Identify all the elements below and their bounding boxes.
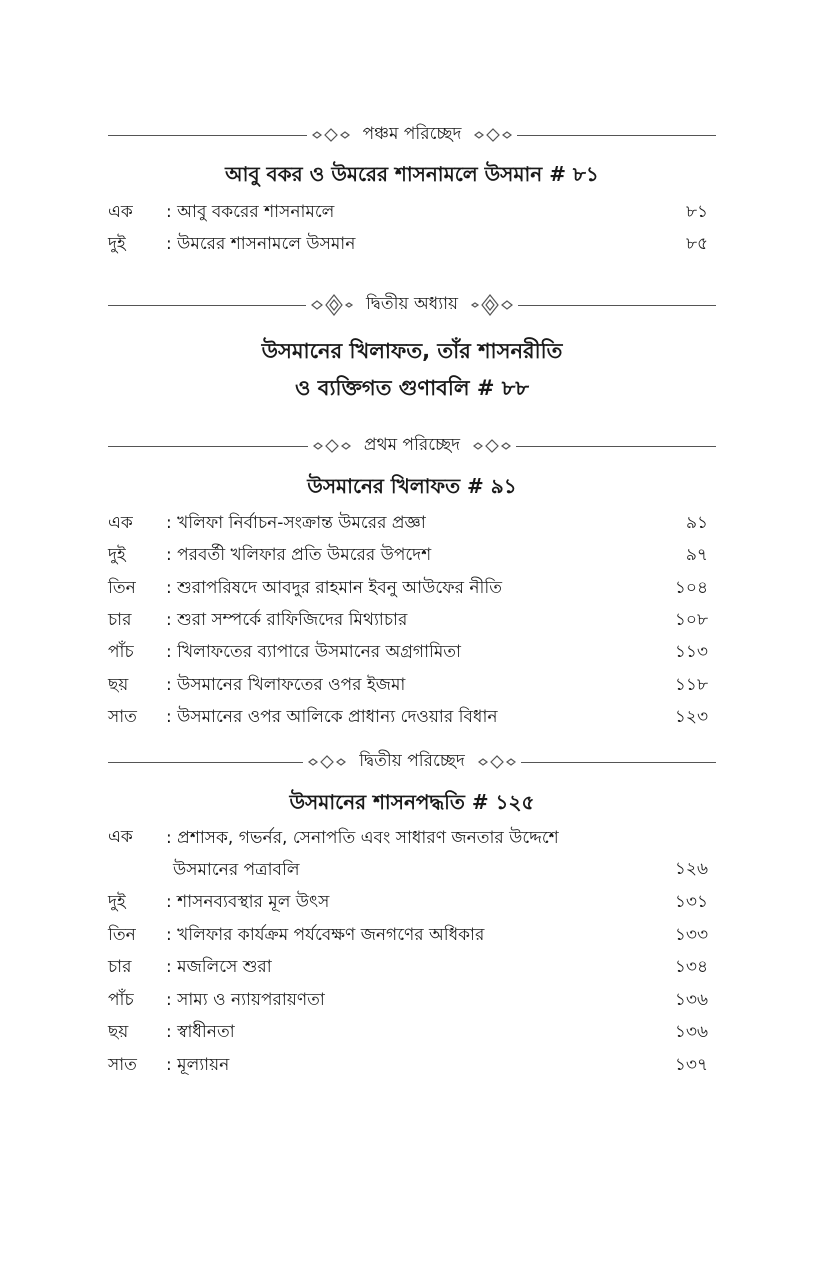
entry-page: ৯১ [685,513,708,533]
entry-page: ৯৭ [685,545,708,565]
ornament-left-icon [307,755,347,769]
entry-title: : পরবর্তী খলিফার প্রতি উমরের উপদেশ [166,545,432,565]
entry-page: ১২৩ [674,707,708,727]
divider-line [516,446,716,447]
entry-title: : আবু বকরের শাসনামলে [166,202,335,222]
entry-page: ৮১ [685,202,708,222]
divider-label: প্রথম পরিচ্ছেদ [363,435,461,455]
entry-title: : স্বাধীনতা [166,1022,235,1042]
toc-entry[interactable] [108,920,716,950]
section-heading: উসমানের শাসনপদ্ধতি # ১২৫ [289,790,535,814]
toc-entry[interactable] [108,197,716,227]
divider-line [108,305,306,306]
toc-entry[interactable] [108,540,716,570]
section-divider-part1 [108,431,716,461]
ornament-left-icon [312,439,352,453]
toc-entry[interactable] [108,702,716,732]
entry-title: : মূল্যায়ন [166,1055,230,1075]
entry-page: ১০৪ [674,578,708,598]
entry-page: ১৩৭ [674,1055,708,1075]
entry-title: : মজলিসে শুরা [166,957,272,977]
entry-label: চার [108,610,132,630]
entry-label: তিন [108,578,136,598]
chapter-divider [108,290,716,320]
entry-label: এক [108,513,133,533]
section-heading: আবু বকর ও উমরের শাসনামলে উসমান # ৮১ [225,162,599,186]
entry-label: পাঁচ [108,990,134,1010]
ornament-right-icon [473,128,513,142]
entry-title: : উসমানের ওপর আলিকে প্রাধান্য দেওয়ার বিধান [166,707,498,727]
toc-entry[interactable] [108,822,716,886]
divider-label: দ্বিতীয় পরিচ্ছেদ [359,751,465,771]
entry-title: : শুরাপরিষদে আবদুর রাহমান ইবনু আউফের নীতি [166,578,503,598]
entry-page: ১৩৪ [674,957,708,977]
entry-label: সাত [108,1055,137,1075]
toc-entry[interactable] [108,952,716,982]
toc-entry[interactable] [108,1017,716,1047]
entry-title: : খলিফা নির্বাচন-সংক্রান্ত উমরের প্রজ্ঞা [166,513,426,533]
divider-line [108,446,308,447]
toc-entry[interactable] [108,573,716,603]
entry-label: তিন [108,925,136,945]
section-divider-part2 [108,747,716,777]
divider-line [517,135,716,136]
entry-title: : উমরের শাসনামলে উসমান [166,234,356,254]
divider-line [518,305,716,306]
entry-page: ১৩৬ [674,1022,708,1042]
entry-page: ১৩১ [674,892,708,912]
divider-line [108,762,303,763]
entry-label: এক [108,202,133,222]
toc-entry[interactable] [108,637,716,667]
entry-page: ১৩৬ [674,990,708,1010]
ornament-right-icon [472,439,512,453]
divider-line [521,762,716,763]
entry-title-block [166,822,559,886]
entry-title: : প্রশাসক, গভর্নর, সেনাপতি এবং সাধারণ জনতার উদ্দেশে [166,828,559,848]
section-divider-part5 [108,120,716,150]
toc-entry[interactable] [108,605,716,635]
entry-title: : শুরা সম্পর্কে রাফিজিদের মিথ্যাচার [166,610,408,630]
divider-line [108,135,307,136]
entry-title: : উসমানের খিলাফতের ওপর ইজমা [166,675,406,695]
toc-entry[interactable] [108,670,716,700]
ornament-right-icon [477,755,517,769]
entry-label: ছয় [108,675,129,695]
entry-title-continuation: উসমানের পত্রাবলি [173,860,300,880]
entry-title: : সাম্য ও ন্যায়পরায়ণতা [166,990,325,1010]
toc-entry[interactable] [108,1050,716,1080]
entry-page: ৮৫ [685,234,708,254]
divider-label: দ্বিতীয় অধ্যায় [365,294,459,314]
toc-entry[interactable] [108,229,716,259]
entry-page: ১৩৩ [674,925,708,945]
entry-label: এক [108,827,133,847]
chapter-heading-line2: ও ব্যক্তিগত গুণাবলি # ৮৮ [294,376,529,400]
section-heading: উসমানের খিলাফত # ৯১ [307,474,517,498]
entry-page: ১২৬ [674,859,708,879]
entry-page: ১১৩ [674,642,708,662]
ornament-right-icon [470,293,514,317]
entry-label: চার [108,957,132,977]
entry-title: : খলিফার কার্যক্রম পর্যবেক্ষণ জনগণের অধিকার [166,925,485,945]
entry-label: দুই [108,545,126,565]
toc-entry[interactable] [108,985,716,1015]
entry-label: পাঁচ [108,642,134,662]
ornament-left-icon [310,293,354,317]
divider-label: পঞ্চম পরিচ্ছেদ [362,124,462,144]
toc-entry[interactable] [108,887,716,917]
entry-label: ছয় [108,1022,129,1042]
entry-label: দুই [108,892,126,912]
entry-label: সাত [108,707,137,727]
entry-page: ১০৮ [674,610,708,630]
entry-title: : খিলাফতের ব্যাপারে উসমানের অগ্রগামিতা [166,642,461,662]
entry-title: : শাসনব্যবস্থার মূল উৎস [166,892,330,912]
chapter-heading-line1: উসমানের খিলাফত, তাঁর শাসনরীতি [261,339,563,363]
toc-entry[interactable] [108,508,716,538]
ornament-left-icon [311,128,351,142]
entry-page: ১১৮ [674,675,708,695]
entry-label: দুই [108,234,126,254]
